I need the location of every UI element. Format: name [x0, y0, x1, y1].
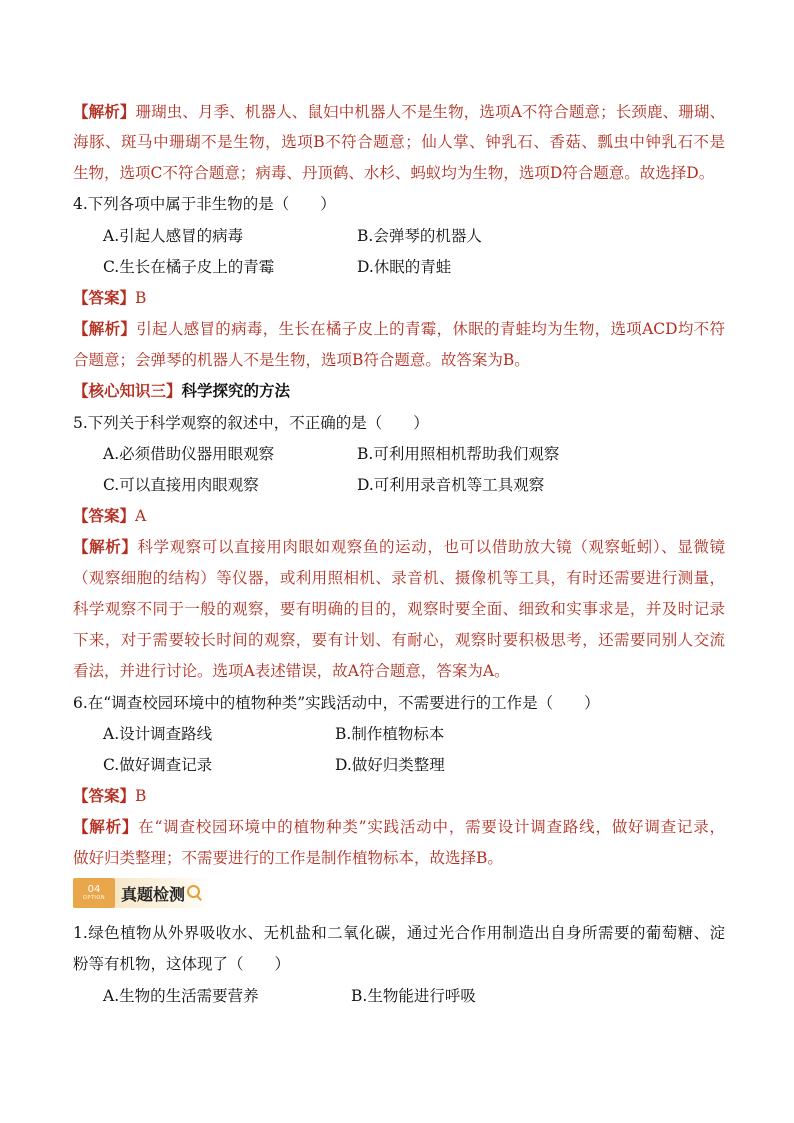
- q4-answer: 【答案】B: [73, 288, 147, 307]
- r1-option-a: A.生物的生活需要营养: [103, 987, 259, 1005]
- q4-option-c: C.生长在橘子皮上的青霉: [103, 258, 275, 276]
- q5-analysis-line-3: 科学观察不同于一般的观察，要有明确的目的，观察时要全面、细致和实事求是，并及时记录: [73, 600, 725, 618]
- q6-option-c: C.做好调查记录: [103, 756, 213, 774]
- magnifier-icon: [187, 885, 203, 901]
- q5-analysis-line-2: （观察细胞的结构）等仪器，或利用照相机、录音机、摄像机等工具，有时还需要进行测量，: [73, 569, 725, 587]
- q5-analysis-line-1: 【解析】科学观察可以直接用肉眼如观察鱼的运动，也可以借助放大镜（观察蚯蚓）、显微镜: [73, 537, 725, 556]
- q4-option-b: B.会弹琴的机器人: [357, 227, 482, 245]
- q4-option-d: D.休眠的青蛙: [357, 258, 452, 276]
- q4-option-a: A.引起人感冒的病毒: [103, 227, 244, 245]
- r1-option-b: B.生物能进行呼吸: [351, 987, 476, 1005]
- q6-analysis-line-1: 【解析】在“调查校园环境中的植物种类”实践活动中，需要设计调查路线，做好调查记录，: [73, 817, 725, 836]
- q6-stem: 6.在“调查校园环境中的植物种类”实践活动中，不需要进行的工作是（ ）: [73, 694, 600, 712]
- q5-option-a: A.必须借助仪器用眼观察: [103, 445, 275, 463]
- q3-analysis-line-3: 生物，选项C不符合题意；病毒、丹顶鹤、水杉、蚂蚁均为生物，选项D符合题意。故选择D。: [73, 164, 715, 182]
- q5-answer: 【答案】A: [73, 506, 147, 525]
- core-knowledge-heading: 【核心知识三】科学探究的方法: [73, 381, 291, 400]
- q6-option-a: A.设计调查路线: [103, 725, 213, 743]
- q3-analysis-line-2: 海豚、斑马中珊瑚不是生物，选项B不符合题意；仙人掌、钟乳石、香菇、瓢虫中钟乳石不是: [73, 133, 725, 151]
- section-number-tile: 04 OPTION: [73, 878, 115, 908]
- q4-analysis-line-1: 【解析】引起人感冒的病毒，生长在橘子皮上的青霉，休眠的青蛙均为生物，选项ACD均不符: [73, 319, 725, 338]
- q4-analysis-line-2: 合题意；会弹琴的机器人不是生物，选项B符合题意。故答案为B。: [73, 351, 530, 369]
- q6-analysis-line-2: 做好归类整理；不需要进行的工作是制作植物标本，故选择B。: [73, 849, 503, 867]
- q5-option-b: B.可利用照相机帮助我们观察: [357, 445, 560, 463]
- q5-stem: 5.下列关于科学观察的叙述中，不正确的是（ ）: [73, 414, 429, 432]
- q6-option-d: D.做好归类整理: [335, 756, 445, 774]
- q5-analysis-line-5: 看法，并进行讨论。选项A表述错误，故A符合题意，答案为A。: [73, 662, 510, 680]
- analysis-label: 【解析】: [73, 102, 136, 121]
- q3-analysis-line-1: 【解析】珊瑚虫、月季、机器人、鼠妇中机器人不是生物，选项A不符合题意；长颈鹿、珊瑚、: [73, 102, 725, 121]
- q5-option-c: C.可以直接用肉眼观察: [103, 476, 259, 494]
- q5-analysis-line-4: 下来，对于需要较长时间的观察，要有计划、有耐心，观察时要积极思考，还需要同别人交流: [73, 631, 725, 649]
- q6-answer: 【答案】B: [73, 786, 147, 805]
- r1-stem-line-2: 粉等有机物，这体现了（ ）: [73, 955, 291, 973]
- section-badge: [73, 876, 223, 910]
- r1-stem-line-1: 1.绿色植物从外界吸收水、无机盐和二氧化碳，通过光合作用制造出自身所需要的葡萄糖、淀: [73, 924, 725, 942]
- section-title: 真题检测: [115, 878, 211, 908]
- q4-stem: 4.下列各项中属于非生物的是（ ）: [73, 195, 336, 213]
- q6-option-b: B.制作植物标本: [335, 725, 445, 743]
- q5-option-d: D.可利用录音机等工具观察: [357, 476, 545, 494]
